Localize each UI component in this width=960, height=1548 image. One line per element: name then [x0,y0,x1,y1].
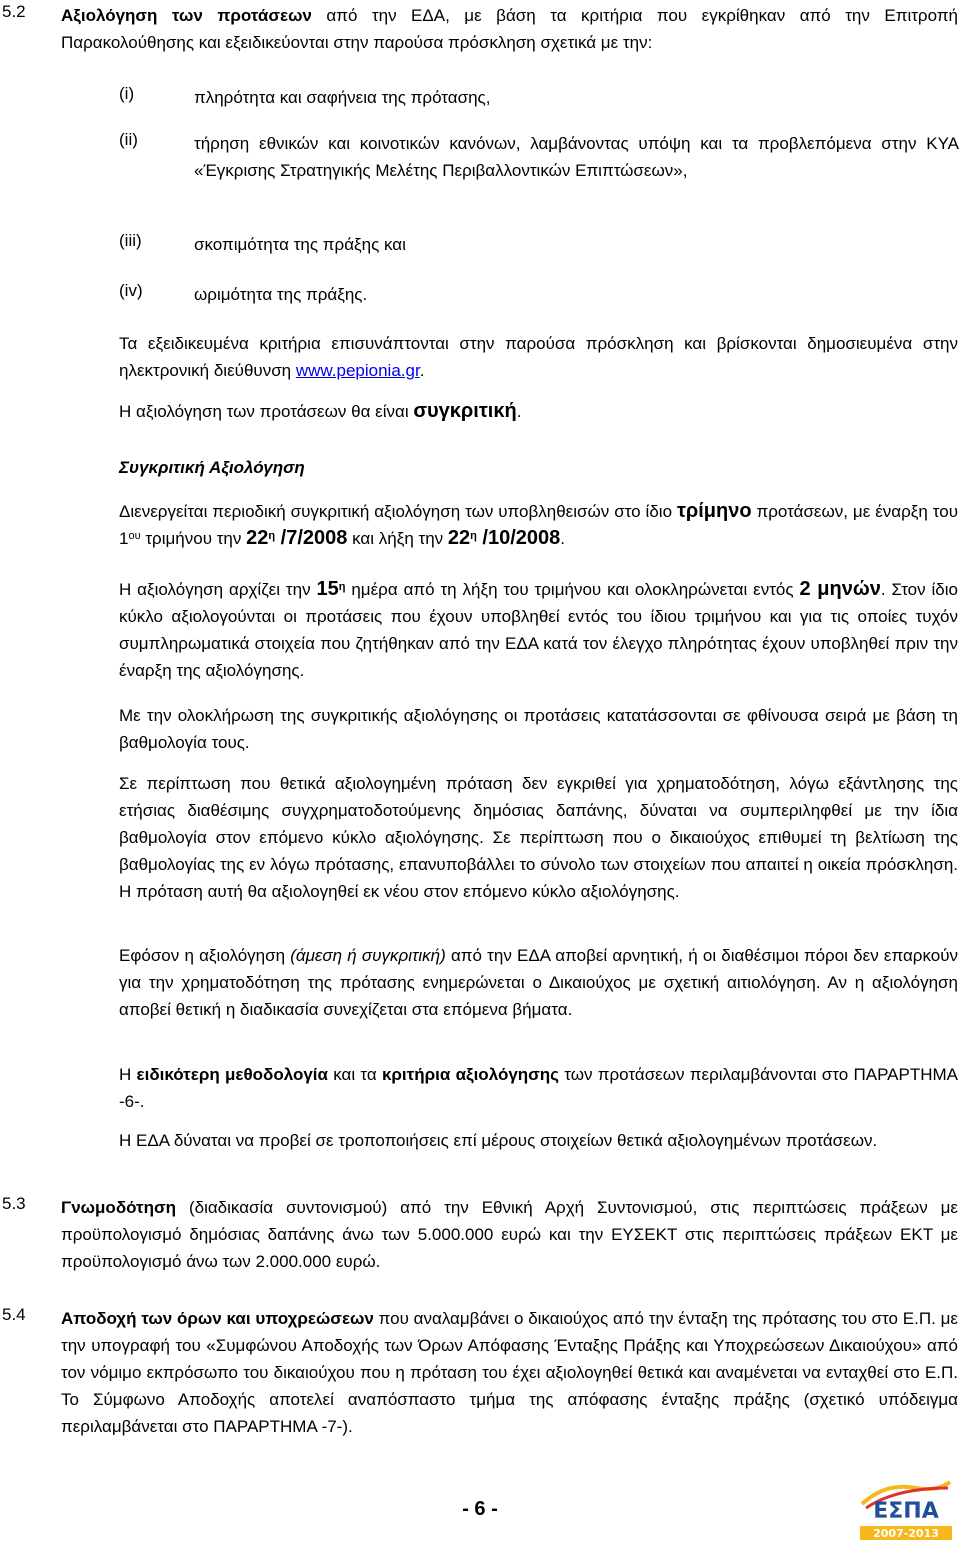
paragraph-methodology: Η ειδικότερη μεθοδολογία και τα κριτήρια αξιολόγησης των προτάσεων περιλαμβάνονται στο ΠΑΡΑΡΤΗΜΑ -6-. [119,1065,958,1111]
paragraph-negative: Εφόσον η αξιολόγηση (άμεση ή συγκριτική) από την ΕΔΑ αποβεί αρνητική, ή οι διαθέσιμοι πόροι δεν επαρκούν για την χρηματοδότηση της πρότασης ενημερώνεται ο Δικαιούχος με σχετική αιτιολόγηση. Αν η αξιολόγηση αποβεί θετική η διαδικασία συνεχίζεται στα επόμενα βήματα. [119,946,958,1019]
paragraph-period: Διενεργείται περιοδική συγκριτική αξιολόγηση των υποβληθεισών στο ίδιο τρίμηνο προτάσεων, με έναρξη του $1^{o\upsilon}$ τριμήνου την $22^\eta$ /7/2008 και λήξη την $22^\eta$ /10/2008. [119,500,958,549]
section-number: 5.4 [2,1305,26,1324]
criteria-link[interactable]: www.pepionia.gr [295,361,420,380]
espa-logo [856,1474,956,1544]
list-item-text: σκοπιμότητα της πράξης και [194,235,406,254]
section-body: Αποδοχή των όρων και υποχρεώσεων που αναλαμβάνει ο δικαιούχος από την ένταξη της πρότασης του στο Ε.Π. με την υπογραφή του «Συμφώνου Αποδοχής των Όρων Απόφασης Ένταξης Πράξης και Υποχρεώσεων Δικαιούχου» από τον νόμιμο εκπρόσωπο του δικαιούχου που η πρόταση του έχει αξιολογηθεί θετικά και αναμένεται να ενταχθεί στο Ε.Π. Το Σύμφωνο Αποδοχής αποτελεί αναπόσπαστο τμήμα της απόφασης ένταξης πράξης (σχετικό υπόδειγμα περιλαμβάνεται στο ΠΑΡΑΡΤΗΜΑ -7-). [61,1309,958,1436]
list-item-label: (ii) [119,130,138,149]
list-item-text: ωριμότητα της πράξης. [194,285,368,304]
paragraph-start: Η αξιολόγηση αρχίζει την $15^\eta$ ημέρα από τη λήξη του τριμήνου και ολοκληρώνεται εντός 2 μηνών. Στον ίδιο κύκλο αξιολογούνται οι προτάσεις που έχουν υποβληθεί εντός του ίδιου τριμήνου και για τις οποίες τυχόν συμπληρωματικά στοιχεία που ζητήθηκαν από την ΕΔΑ κατά τον έλεγχο πληρότητας έχουν υποβληθεί πριν την έναρξη της αξιολόγησης. [119,578,958,680]
section-number: 5.2 [2,2,26,21]
list-item-label: (iv) [119,281,143,300]
section-number: 5.3 [2,1194,26,1213]
paragraph-funding: Σε περίπτωση που θετικά αξιολογημένη πρόταση δεν εγκριθεί για χρηματοδότηση, λόγω εξάντλησης της ετήσιας διαθέσιμης συγχρηματοδοτούμενης δημόσιας δαπάνης, δύναται να συμπεριληφθεί με την ίδια βαθμολογία στον επόμενο κύκλο αξιολόγησης. Σε περίπτωση που ο δικαιούχος επιθυμεί τη βελτίωση της βαθμολογίας της εν λόγω πρότασης, επανυποβάλλει το σύνολο των στοιχείων που απαιτεί η οικεία πρόσκληση. Η πρόταση αυτή θα αξιολογηθεί εκ νέου στον επόμενο κύκλο αξιολόγησης. [119,774,958,901]
paragraph-modifications: Η ΕΔΑ δύναται να προβεί σε τροποποιήσεις επί μέρους στοιχείων θετικά αξιολογημένων προτάσεων. [119,1131,878,1150]
list-item-label: (iii) [119,231,142,250]
evaluation-type-paragraph: Η αξιολόγηση των προτάσεων θα είναι συγκριτική. [119,400,522,422]
section-intro: Αξιολόγηση των προτάσεων από την ΕΔΑ, με βάση τα κριτήρια που εγκρίθηκαν από την Επιτροπή Παρακολούθησης και εξειδικεύονται στην παρούσα πρόσκληση σχετικά με την: [61,6,959,52]
list-item-label: (i) [119,84,135,103]
criteria-paragraph: Τα εξειδικευμένα κριτήρια επισυνάπτονται στην παρούσα πρόσκληση και βρίσκονται δημοσιευμένα στην ηλεκτρονική διεύθυνση www.pepionia.gr. [119,334,958,380]
section-title: Γνωμοδότηση [61,1198,177,1217]
section-title: Αξιολόγηση των προτάσεων [61,6,312,25]
subheading: Συγκριτική Αξιολόγηση [119,458,305,477]
list-item-text: πληρότητα και σαφήνεια της πρότασης, [194,88,491,107]
page-number: - 6 - [462,1498,498,1520]
logo-years: 2007-2013 [873,1527,939,1540]
logo-word: ΕΣΠΑ [873,1499,939,1524]
list-item-text: τήρηση εθνικών και κοινοτικών κανόνων, λαμβάνοντας υπόψη και τα προβλεπόμενα στην ΚΥΑ «Έγκρισης Στρατηγικής Μελέτης Περιβαλλοντικών Επιπτώσεων», [194,134,959,180]
paragraph-ranking: Με την ολοκλήρωση της συγκριτικής αξιολόγησης οι προτάσεις κατατάσσονται σε φθίνουσα σειρά με βάση τη βαθμολογία τους. [119,706,958,752]
section-body: Γνωμοδότηση (διαδικασία συντονισμού) από την Εθνική Αρχή Συντονισμού, στις περιπτώσεις πράξεων με προϋπολογισμό δημόσιας δαπάνης άνω των 5.000.000 ευρώ και την ΕΥΣΕΚΤ στις περιπτώσεις πράξεων ΕΚΤ με προϋπολογισμό άνω των 2.000.000 ευρώ. [61,1198,958,1271]
section-title: Αποδοχή των όρων και υποχρεώσεων [61,1309,374,1328]
